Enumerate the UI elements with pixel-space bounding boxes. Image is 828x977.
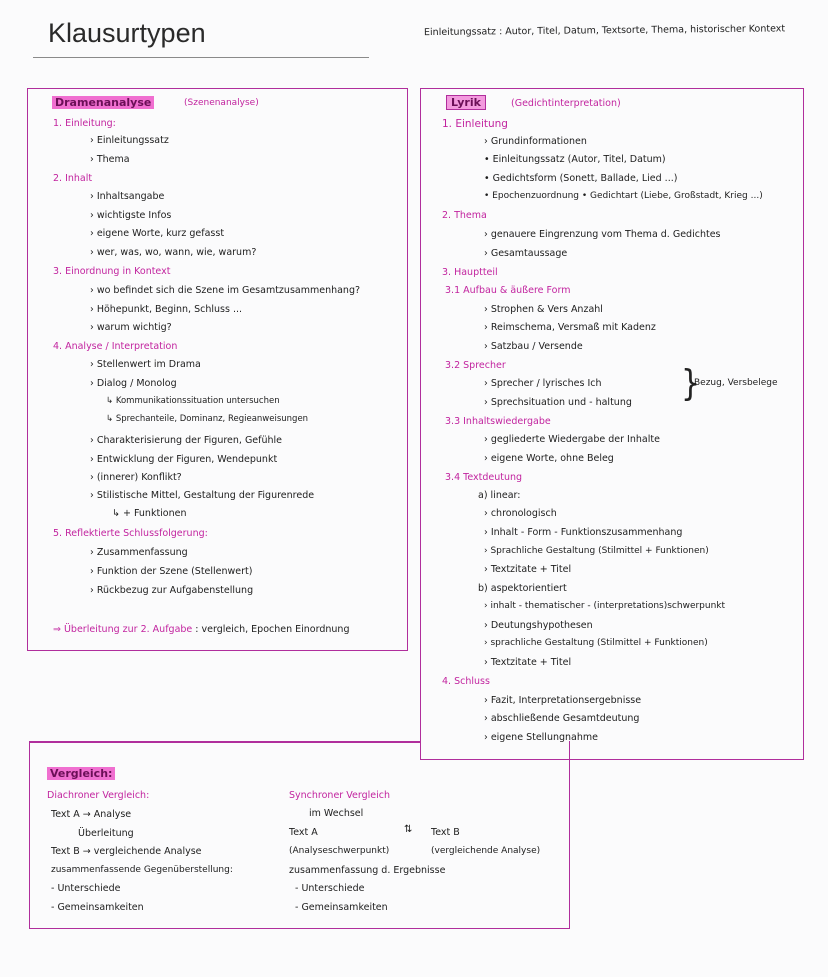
list-item-text: Thema [96, 154, 130, 165]
list-item: › Entwicklung der Figuren, Wendepunkt [90, 454, 278, 465]
list-item-text: Zusammenfassung [96, 547, 188, 558]
list-item-text: Grundinformationen [490, 136, 587, 147]
list-item: › chronologisch [484, 508, 557, 519]
list-item-text: Deutungshypothesen [490, 620, 593, 631]
list-item-text: eigene Worte, ohne Beleg [490, 453, 614, 464]
drama-subheading: (Szenenanalyse) [184, 98, 259, 108]
list-item: › Stellenwert im Drama [90, 359, 201, 370]
list-item: › wo befindet sich die Szene im Gesamtzusammenhang? [90, 285, 361, 296]
list-item-text: eigene Worte, kurz gefasst [96, 228, 225, 239]
list-item: › sprachliche Gestaltung (Stilmittel + Funktionen) [484, 638, 708, 648]
list-item-text: sprachliche Gestaltung (Stilmittel + Funktionen) [490, 638, 708, 648]
list-item-text: Epochenzuordnung • Gedichtart (Liebe, Großstadt, Krieg ...) [492, 191, 763, 201]
list-item: › Rückbezug zur Aufgabenstellung [90, 585, 254, 596]
list-item-text: Sprechsituation und - haltung [490, 397, 632, 408]
list-item: › Dialog / Monolog [90, 378, 177, 389]
list-item-text: Textzitate + Titel [490, 564, 572, 575]
lyrik-s4: 4. Schluss [442, 676, 490, 687]
list-item: › wichtigste Infos [90, 210, 172, 221]
list-item: › Inhalt - Form - Funktionszusammenhang [484, 527, 683, 538]
drama-s1: 1. Einleitung: [53, 118, 116, 129]
list-item: › Sprechsituation und - haltung [484, 397, 632, 408]
lyrik-s1: 1. Einleitung [442, 118, 508, 130]
list-item: › eigene Stellungnahme [484, 732, 598, 743]
list-item: • Epochenzuordnung • Gedichtart (Liebe, Großstadt, Krieg ...) [484, 191, 763, 201]
synchron-text-b: Text B [431, 827, 460, 838]
list-item-text: Rückbezug zur Aufgabenstellung [96, 585, 254, 596]
lyrik-heading-label: Lyrik [446, 95, 486, 110]
list-item-text: Funktion der Szene (Stellenwert) [96, 566, 253, 577]
list-item: zusammenfassung d. Ergebnisse [289, 865, 446, 876]
list-item: › Grundinformationen [484, 136, 587, 147]
list-item: › Gesamtaussage [484, 248, 568, 259]
list-item-text: Stilistische Mittel, Gestaltung der Figurenrede [96, 490, 315, 501]
list-item: - Unterschiede [295, 883, 365, 894]
list-item-text: abschließende Gesamtdeutung [490, 713, 640, 724]
drama-s4: 4. Analyse / Interpretation [53, 341, 178, 352]
list-item: Text B → vergleichende Analyse [51, 846, 202, 857]
list-item: - Unterschiede [51, 883, 121, 894]
list-item-text: wichtigste Infos [96, 210, 172, 221]
vergleich-heading [47, 768, 115, 779]
lyrik-subheading: (Gedichtinterpretation) [511, 98, 621, 109]
list-item-text: Gesamtaussage [490, 248, 568, 259]
lyrik-heading [446, 97, 486, 108]
list-item-text: Strophen & Vers Anzahl [490, 304, 603, 315]
intro-sentence-note: Einleitungssatz : Autor, Titel, Datum, Textsorte, Thema, historischer Kontext [423, 23, 786, 39]
lyrik-s3: 3. Hauptteil [442, 267, 498, 278]
list-item: › Höhepunkt, Beginn, Schluss ... [90, 304, 243, 315]
title-underline [33, 57, 369, 58]
list-item-text: eigene Stellungnahme [490, 732, 598, 743]
list-item-text: inhalt - thematischer - (interpretations)schwerpunkt [490, 601, 726, 611]
list-item-text: Sprecher / lyrisches Ich [490, 378, 602, 389]
list-item-text: Gedichtsform (Sonett, Ballade, Lied ...) [492, 173, 678, 184]
list-item-text: Charakterisierung der Figuren, Gefühle [96, 435, 283, 446]
list-item: › (innerer) Konflikt? [90, 472, 182, 483]
swap-arrows-icon: ⇅ [404, 824, 413, 835]
synchron-analysis-a: (Analyseschwerpunkt) [289, 846, 390, 856]
synchron-text-a: Text A [289, 827, 318, 838]
lyrik-s34b: b) aspektorientiert [478, 583, 567, 594]
drama-s3: 3. Einordnung in Kontext [53, 266, 171, 277]
synchron-analysis-b: (vergleichende Analyse) [431, 846, 541, 856]
list-item: › Fazit, Interpretationsergebnisse [484, 695, 642, 706]
lyrik-s34: 3.4 Textdeutung [445, 472, 523, 483]
list-item: › Charakterisierung der Figuren, Gefühle [90, 435, 283, 446]
list-item-text: Höhepunkt, Beginn, Schluss ... [96, 304, 243, 315]
list-item-text: Dialog / Monolog [96, 378, 177, 389]
lyrik-s32: 3.2 Sprecher [445, 360, 506, 371]
list-item: › inhalt - thematischer - (interpretations)schwerpunkt [484, 601, 726, 611]
vergleich-box-top-edge [29, 741, 420, 743]
list-item: ↳ Sprechanteile, Dominanz, Regieanweisungen [106, 414, 309, 424]
list-item: › Inhaltsangabe [90, 191, 165, 202]
list-item: › Stilistische Mittel, Gestaltung der Figurenrede [90, 490, 315, 501]
list-item: › Textzitate + Titel [484, 657, 572, 668]
list-item-text: wer, was, wo, wann, wie, warum? [96, 247, 257, 258]
drama-s5: 5. Reflektierte Schlussfolgerung: [53, 528, 208, 539]
list-item: › Einleitungssatz [90, 135, 169, 146]
list-item-text: Inhaltsangabe [96, 191, 165, 202]
list-item: Text A → Analyse [51, 809, 132, 820]
list-item-text: Einleitungssatz [96, 135, 169, 146]
list-item: › eigene Worte, ohne Beleg [484, 453, 614, 464]
list-item: › eigene Worte, kurz gefasst [90, 228, 225, 239]
list-item: • Einleitungssatz (Autor, Titel, Datum) [484, 154, 666, 165]
list-item-text: warum wichtig? [96, 322, 172, 333]
lyrik-s34a: a) linear: [478, 490, 521, 501]
list-item: › Sprecher / lyrisches Ich [484, 378, 602, 389]
list-item: › Satzbau / Versende [484, 341, 583, 352]
list-item: › warum wichtig? [90, 322, 172, 333]
list-item: › Sprachliche Gestaltung (Stilmittel + Funktionen) [484, 546, 709, 556]
synchron-sub: im Wechsel [309, 808, 364, 819]
list-item: › Strophen & Vers Anzahl [484, 304, 603, 315]
list-item: › Reimschema, Versmaß mit Kadenz [484, 322, 656, 333]
drama-heading [52, 97, 154, 108]
list-item: • Gedichtsform (Sonett, Ballade, Lied ...) [484, 173, 678, 184]
list-item-text: Sprachliche Gestaltung (Stilmittel + Funktionen) [490, 546, 709, 556]
list-item-text: Inhalt - Form - Funktionszusammenhang [490, 527, 683, 538]
list-item-text: Textzitate + Titel [490, 657, 572, 668]
list-item: › Deutungshypothesen [484, 620, 593, 631]
lyrik-s31: 3.1 Aufbau & äußere Form [445, 285, 571, 296]
list-item: zusammenfassende Gegenüberstellung: [51, 865, 233, 875]
list-item-text: Reimschema, Versmaß mit Kadenz [490, 322, 656, 333]
list-item: › Funktion der Szene (Stellenwert) [90, 566, 253, 577]
list-item: › wer, was, wo, wann, wie, warum? [90, 247, 257, 258]
list-item: › Zusammenfassung [90, 547, 188, 558]
vergleich-heading-label: Vergleich: [47, 767, 115, 780]
list-item-text: gegliederte Wiedergabe der Inhalte [490, 434, 660, 445]
list-item-text: chronologisch [490, 508, 557, 519]
list-item: › genauere Eingrenzung vom Thema d. Gedichtes [484, 229, 721, 240]
list-item: ↳ + Funktionen [112, 508, 187, 519]
list-item: - Gemeinsamkeiten [295, 902, 388, 913]
list-item-text: ⇒ Überleitung zur 2. Aufgabe [53, 624, 193, 635]
diachron-title: Diachroner Vergleich: [47, 790, 150, 801]
lyrik-s33: 3.3 Inhaltswiedergabe [445, 416, 551, 427]
list-item-text: : vergleich, Epochen Einordnung [195, 624, 350, 635]
drama-transition [53, 625, 349, 635]
lyrik-s32-note: Bezug, Versbelege [694, 378, 778, 388]
drama-heading-label: Dramenanalyse [52, 96, 154, 109]
list-item: › Thema [90, 154, 130, 165]
list-item-text: (innerer) Konflikt? [96, 472, 182, 483]
list-item: ↳ Kommunikationssituation untersuchen [106, 396, 280, 406]
list-item: › Textzitate + Titel [484, 564, 572, 575]
list-item: Überleitung [78, 828, 134, 839]
brace-icon: } [681, 362, 701, 405]
list-item-text: genauere Eingrenzung vom Thema d. Gedichtes [490, 229, 721, 240]
drama-s2: 2. Inhalt [53, 173, 93, 184]
list-item-text: Stellenwert im Drama [96, 359, 201, 370]
list-item: - Gemeinsamkeiten [51, 902, 144, 913]
list-item-text: wo befindet sich die Szene im Gesamtzusammenhang? [96, 285, 361, 296]
lyrik-s2: 2. Thema [442, 210, 487, 221]
list-item-text: Satzbau / Versende [490, 341, 583, 352]
page-title: Klausurtypen [48, 18, 206, 48]
list-item-text: Fazit, Interpretationsergebnisse [490, 695, 642, 706]
list-item-text: Entwicklung der Figuren, Wendepunkt [96, 454, 278, 465]
synchron-title: Synchroner Vergleich [289, 790, 390, 801]
list-item: › abschließende Gesamtdeutung [484, 713, 640, 724]
list-item: › gegliederte Wiedergabe der Inhalte [484, 434, 660, 445]
list-item-text: Einleitungssatz (Autor, Titel, Datum) [492, 154, 666, 165]
